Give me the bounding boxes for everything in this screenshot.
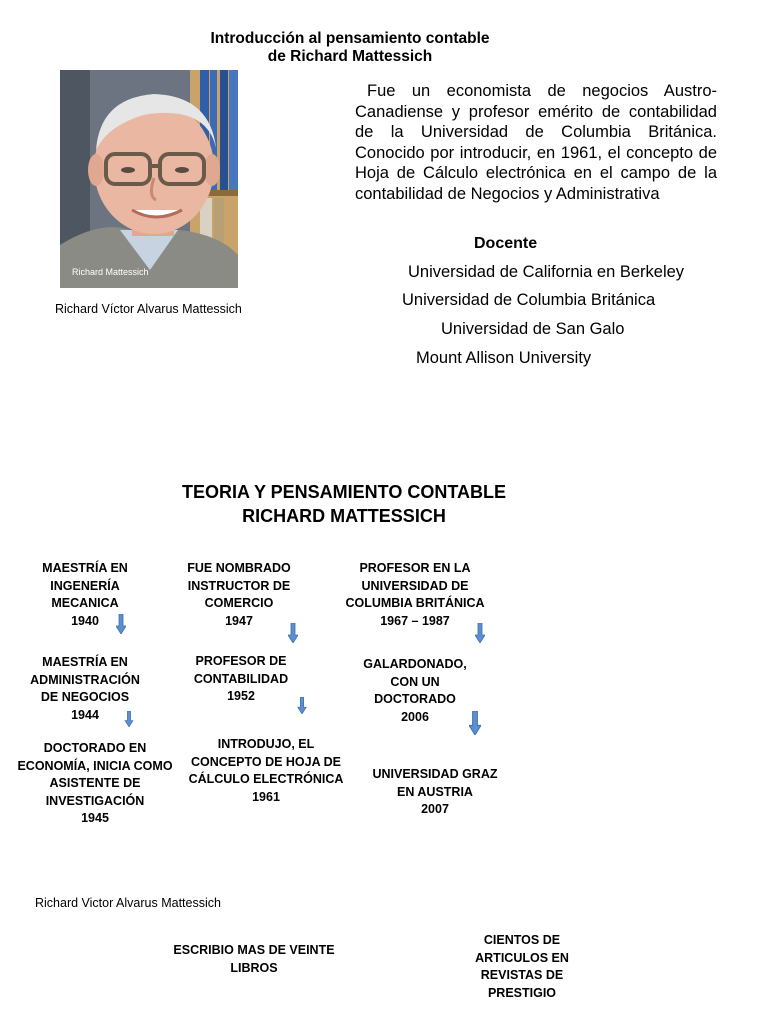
timeline-line: CONTABILIDAD <box>193 671 289 686</box>
timeline-line: COLUMBIA BRITÁNICA <box>345 596 485 610</box>
timeline-line: CONCEPTO DE HOJA DE <box>190 754 342 769</box>
timeline-item <box>174 560 304 630</box>
theory-title-line-1: TEORIA Y PENSAMIENTO CONTABLE <box>181 482 507 502</box>
timeline-item <box>340 560 490 630</box>
books-line: ESCRIBIO MAS DE VEINTE <box>173 943 335 957</box>
timeline-year: 2007 <box>421 802 449 816</box>
timeline-line: CÁLCULO ELECTRÓNICA <box>188 772 344 786</box>
timeline-year: 1947 <box>225 613 253 628</box>
timeline-year: 1944 <box>71 707 99 722</box>
timeline-item <box>360 766 510 819</box>
timeline-line: PROFESOR EN LA <box>359 561 471 575</box>
timeline-year: 1940 <box>71 613 99 628</box>
timeline-line: MAESTRÍA EN <box>42 655 128 669</box>
timeline-line: COMERCIO <box>204 596 274 610</box>
timeline-year: 1945 <box>81 811 109 825</box>
arrow-down-icon <box>124 711 134 727</box>
books-line: LIBROS <box>230 960 278 975</box>
timeline-item <box>186 736 346 806</box>
theory-title-line-2: RICHARD MATTESSICH <box>242 506 446 526</box>
photo-watermark: Richard Mattessich <box>72 267 149 277</box>
bio-paragraph: Fue un economista de negocios Austro-Canadiense y profesor emérito de contabilidad de la Universidad de Columbia Británica. Conocido por introducir, en 1961, el concepto de Hoja de Cálculo electrónica en el campo de la contabilidad de Negocios y Administrativa <box>355 82 717 203</box>
document-title <box>150 30 550 66</box>
theory-title <box>144 480 544 528</box>
timeline-line: MECANICA <box>51 596 119 610</box>
docente-item: Mount Allison University <box>416 349 592 367</box>
timeline-line: UNIVERSIDAD GRAZ <box>372 767 498 781</box>
title-line-1: Introducción al pensamiento contable <box>210 30 490 47</box>
arrow-down-icon <box>297 697 307 714</box>
timeline-line: INGENERÍA <box>50 578 120 593</box>
footer-name: Richard Victor Alvarus Mattessich <box>35 896 221 910</box>
timeline-line: DOCTORADO EN <box>43 741 147 755</box>
timeline-line: PROFESOR DE <box>195 654 287 668</box>
articles-line: PRESTIGIO <box>487 985 557 1000</box>
articles-line: REVISTAS DE <box>480 968 564 982</box>
articles-line: ARTICULOS EN <box>475 950 569 965</box>
timeline-item <box>350 656 480 726</box>
timeline-line: CON UN <box>390 674 440 689</box>
docente-item: Universidad de San Galo <box>441 320 625 338</box>
timeline-item <box>10 740 180 828</box>
portrait-photo <box>60 70 238 288</box>
docente-item: Universidad de Columbia Británica <box>402 291 656 309</box>
arrow-down-icon <box>475 623 485 643</box>
timeline-year: 1967 – 1987 <box>380 613 450 628</box>
timeline-line: DE NEGOCIOS <box>40 690 130 704</box>
timeline-year: 1952 <box>227 689 255 703</box>
timeline-item <box>10 654 160 724</box>
timeline-line: EN AUSTRIA <box>397 784 473 799</box>
timeline-line: GALARDONADO, <box>363 657 467 671</box>
timeline-line: UNIVERSIDAD DE <box>361 578 469 593</box>
photo-caption: Richard Víctor Alvarus Mattessich <box>55 302 242 316</box>
timeline-item <box>176 653 306 706</box>
title-line-2: de Richard Mattessich <box>267 48 433 65</box>
timeline-line: INTRODUJO, EL <box>217 737 315 751</box>
timeline-year: 1961 <box>252 789 280 804</box>
timeline-item <box>20 560 150 630</box>
timeline-line: ASISTENTE DE <box>49 776 141 790</box>
timeline-line: INSTRUCTOR DE <box>187 578 291 593</box>
books-note <box>170 942 338 977</box>
timeline-year: 2006 <box>401 709 429 724</box>
arrow-down-icon <box>116 614 126 634</box>
timeline-line: FUE NOMBRADO <box>187 561 291 575</box>
arrow-down-icon <box>288 623 298 643</box>
articles-note <box>462 932 582 1002</box>
docente-item: Universidad de California en Berkeley <box>408 263 685 281</box>
timeline-line: MAESTRÍA EN <box>42 561 128 575</box>
timeline-line: INVESTIGACIÓN <box>45 793 145 808</box>
arrow-down-icon <box>469 711 481 735</box>
docente-heading: Docente <box>474 235 538 252</box>
timeline-line: DOCTORADO <box>374 692 456 706</box>
timeline-line: ADMINISTRACIÓN <box>30 672 140 687</box>
portrait-illustration <box>60 70 238 288</box>
timeline-line: ECONOMÍA, INICIA COMO <box>17 758 173 773</box>
articles-line: CIENTOS DE <box>483 933 561 947</box>
